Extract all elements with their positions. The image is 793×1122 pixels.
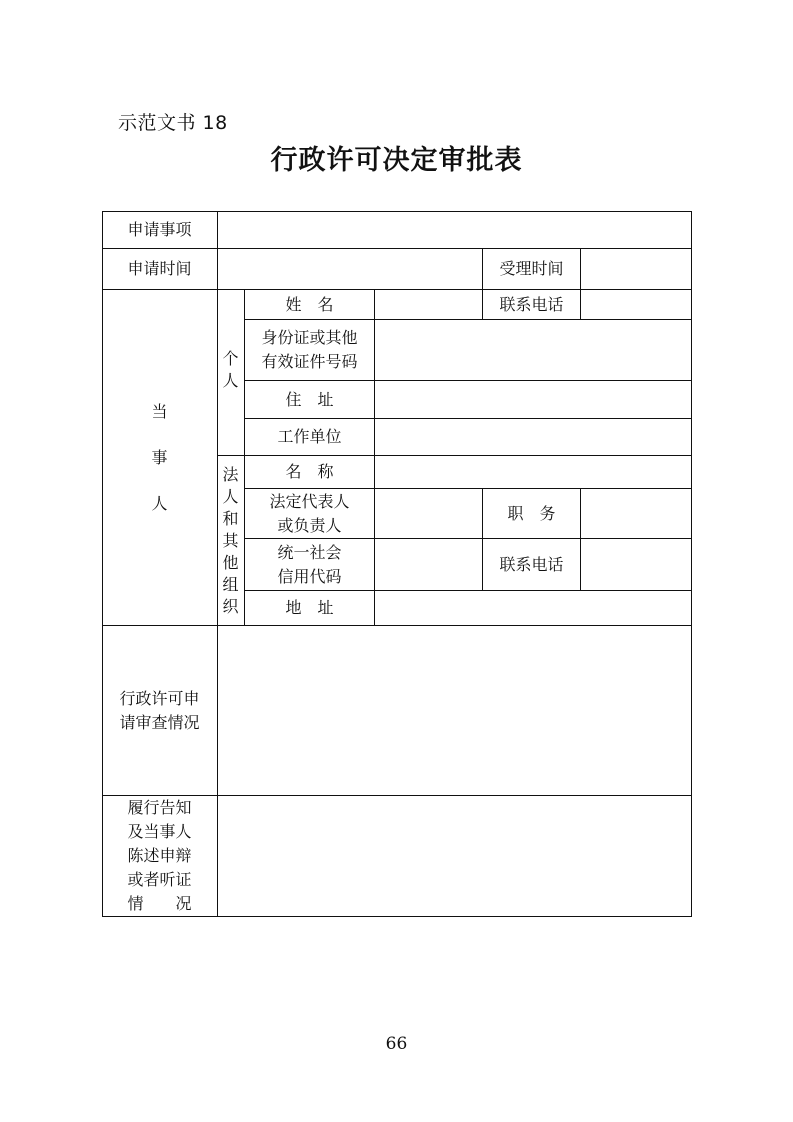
org-position-field[interactable] (581, 489, 691, 538)
org-name-label: 名 称 (285, 462, 334, 481)
org-credit-code-field[interactable] (375, 539, 482, 590)
org-address-label: 地 址 (285, 598, 334, 617)
acceptance-time-field[interactable] (581, 249, 691, 289)
org-address-field[interactable] (375, 591, 691, 625)
acceptance-time-label: 受理时间 (499, 259, 564, 278)
individual-residence-field[interactable] (375, 381, 691, 418)
org-name-field[interactable] (375, 456, 691, 488)
individual-employer-field[interactable] (375, 419, 691, 455)
application-time-field[interactable] (218, 249, 482, 289)
organization-group-label: 法 人 和 其 他 组 织 (222, 464, 239, 616)
org-representative-label: 法定代表人 或负责人 (269, 491, 350, 535)
org-position-label: 职 务 (507, 503, 556, 523)
individual-name-label: 姓 名 (285, 294, 334, 314)
page-number: 66 (385, 1034, 408, 1054)
individual-name-field[interactable] (375, 290, 482, 319)
document-number-label: 示范文书 18 (118, 112, 228, 134)
org-representative-field[interactable] (375, 489, 482, 538)
review-situation-field[interactable] (218, 626, 691, 795)
document-title: 行政许可决定审批表 (270, 145, 523, 176)
form-border-bottom (102, 916, 692, 917)
review-situation-label: 行政许可申 请审查情况 (119, 688, 200, 732)
org-phone-label: 联系电话 (499, 554, 564, 574)
individual-group-label: 个 人 (222, 348, 239, 390)
individual-id-field[interactable] (375, 320, 691, 380)
notice-hearing-field[interactable] (218, 796, 691, 916)
party-group-label: 当 事 人 (151, 402, 168, 513)
individual-phone-field[interactable] (581, 290, 691, 319)
individual-phone-label: 联系电话 (499, 294, 564, 314)
form-border-right (691, 211, 692, 917)
application-time-label: 申请时间 (127, 259, 192, 278)
individual-employer-label: 工作单位 (277, 427, 342, 446)
org-phone-field[interactable] (581, 539, 691, 590)
org-credit-code-label: 统一社会 信用代码 (277, 542, 342, 586)
individual-residence-label: 住 址 (285, 389, 334, 409)
individual-id-label: 身份证或其他 有效证件号码 (261, 328, 358, 371)
application-item-field[interactable] (218, 212, 691, 248)
notice-hearing-label: 履行告知 及当事人 陈述申辩 或者听证 情 况 (127, 798, 192, 913)
application-item-label: 申请事项 (127, 219, 192, 239)
